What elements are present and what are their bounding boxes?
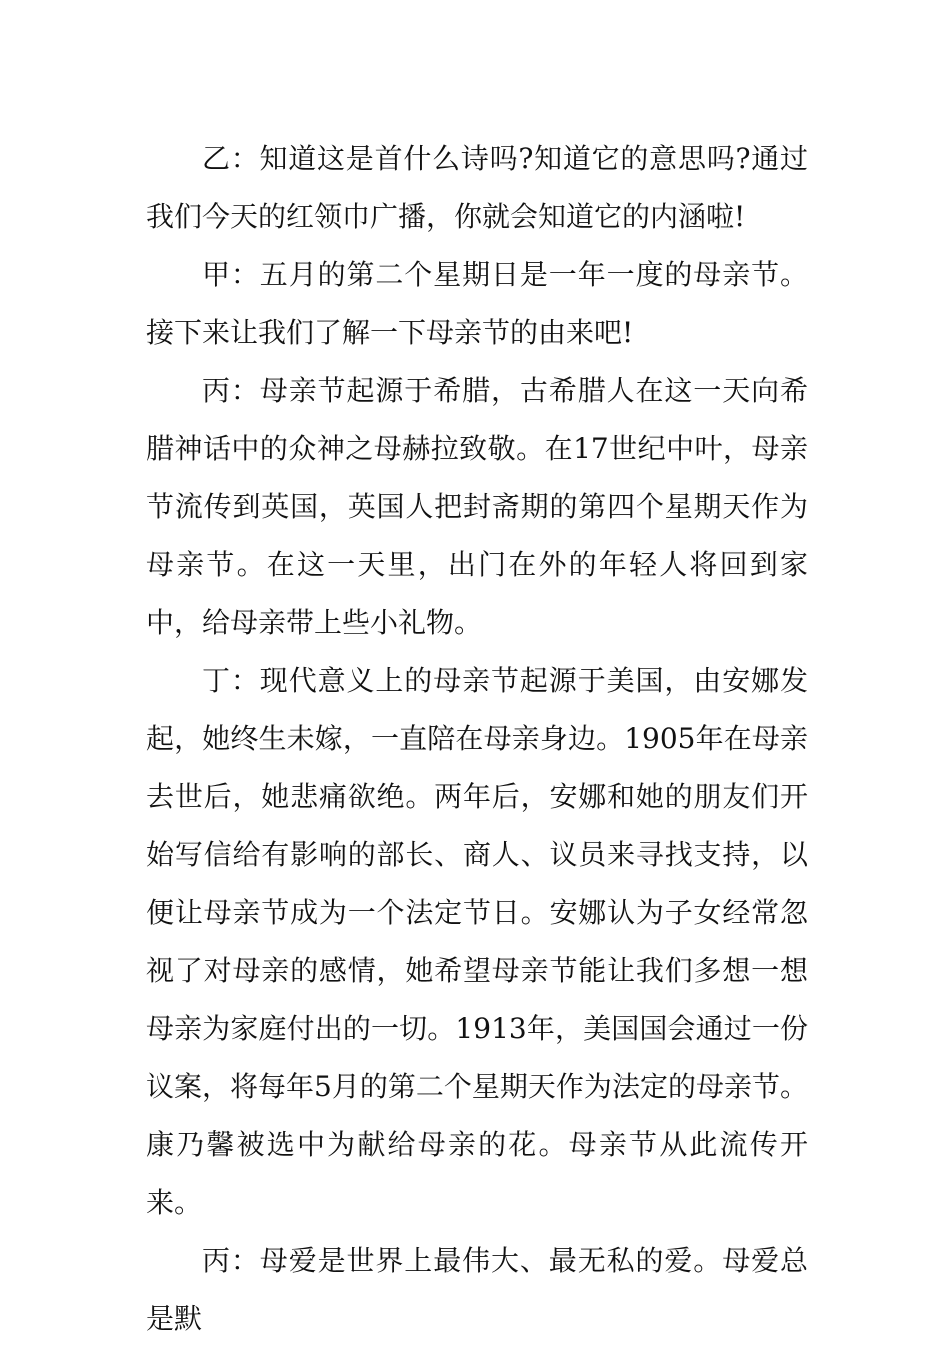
- document-body: [146, 130, 808, 1348]
- paragraph-ding-modern: 丁：现代意义上的母亲节起源于美国，由安娜发起，她终生未嫁，一直陪在母亲身边。1905年在母亲去世后，她悲痛欲绝。两年后，安娜和她的朋友们开始写信给有影响的部长、商人、议员来寻找支持，以便让母亲节成为一个法定节日。安娜认为子女经常忽视了对母亲的感情，她希望母亲节能让我们多想一想母亲为家庭付出的一切。1913年，美国国会通过一份议案，将每年5月的第二个星期天作为法定的母亲节。康乃馨被选中为献给母亲的花。母亲节从此流传开来。: [146, 664, 808, 1219]
- paragraph-bing-love: 丙：母爱是世界上最伟大、最无私的爱。母爱总是默: [146, 1244, 808, 1335]
- paragraph-jia: 甲：五月的第二个星期日是一年一度的母亲节。接下来让我们了解一下母亲节的由来吧!: [146, 258, 808, 349]
- paragraph-yi: 乙：知道这是首什么诗吗?知道它的意思吗?通过我们今天的红领巾广播，你就会知道它的内涵啦!: [146, 142, 808, 233]
- paragraph-bing-origin: 丙：母亲节起源于希腊，古希腊人在这一天向希腊神话中的众神之母赫拉致敬。在17世纪中叶，母亲节流传到英国，英国人把封斋期的第四个星期天作为母亲节。在这一天里，出门在外的年轻人将回到家中，给母亲带上些小礼物。: [146, 374, 808, 639]
